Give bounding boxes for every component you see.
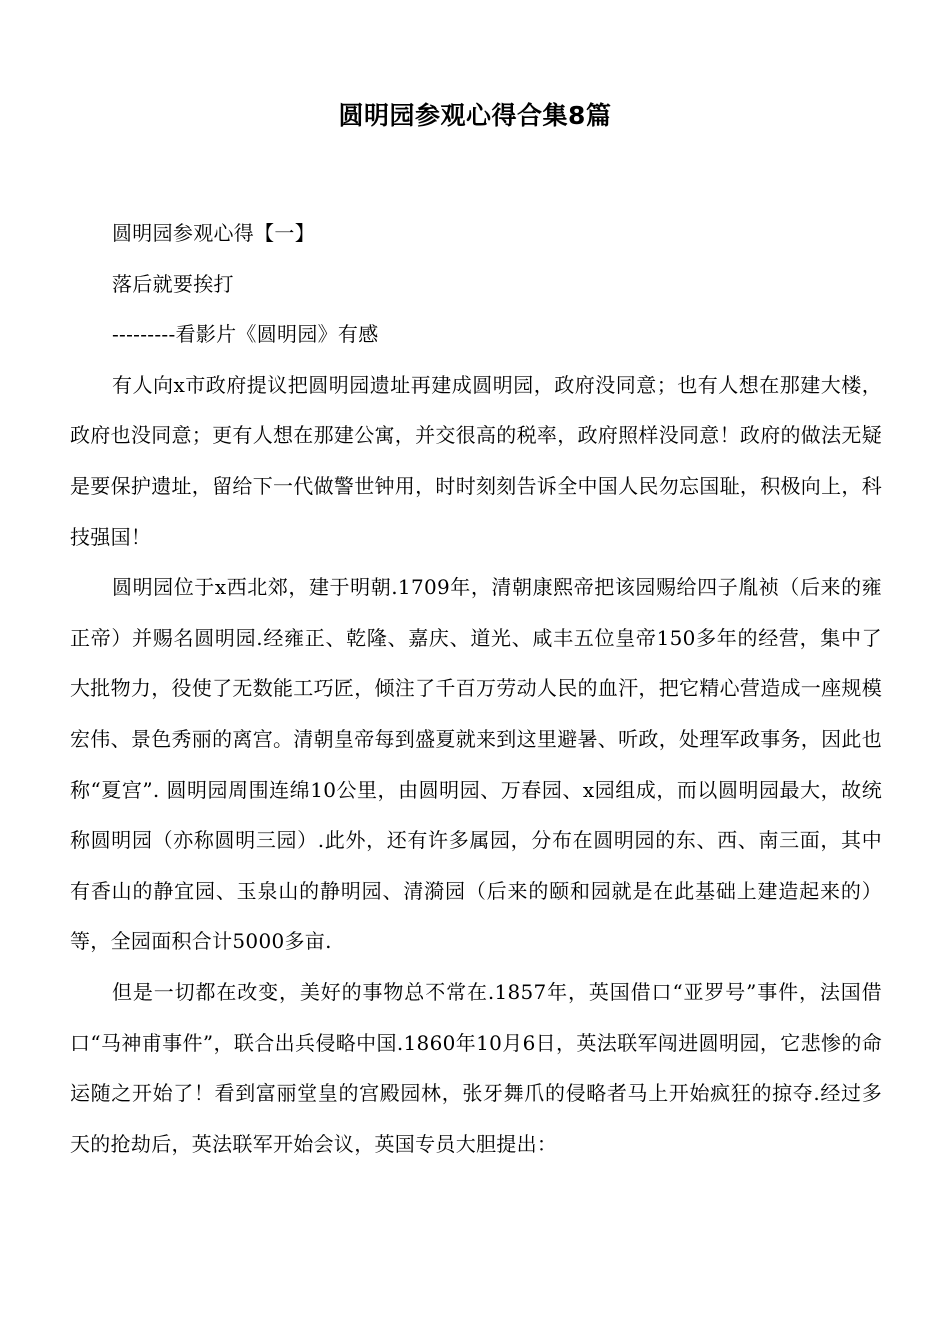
essay-title: 落后就要挨打 — [112, 271, 234, 296]
section-heading: 圆明园参观心得【一】 — [112, 221, 315, 245]
paragraph: 圆明园位于x西北郊，建于明朝.1709年，清朝康熙帝把该园赐给四子胤祯（后来的雍正帝）并赐名圆明园.经雍正、乾隆、嘉庆、道光、咸丰五位皇帝150多年的经营，集中了大批物力，役使了无数能工巧匠，倾注了千百万劳动人民的血汗，把它精心营造成一座规模宏伟、景色秀丽的离宫。清朝皇帝每到盛夏就来到这里避暑、听政，处理军政事务，因此也称“夏宫”. 圆明园周围连绵10公里，由圆明园、万春园、x园组成，而以圆明园最大，故统称圆明园（亦称圆明三园）.此外，还有许多属园，分布在圆明园的东、西、南三面，其中有香山的静宜园、玉泉山的静明园、清漪园（后来的颐和园就是在此基础上建造起来的）等，全园面积合计5000多亩. — [70, 575, 882, 954]
document-title: 圆明园参观心得合集8篇 — [338, 101, 612, 130]
paragraph: 有人向x市政府提议把圆明园遗址再建成圆明园，政府没同意；也有人想在那建大楼，政府也没同意；更有人想在那建公寓，并交很高的税率，政府照样没同意！政府的做法无疑是要保护遗址，留给下一代做警世钟用，时时刻刻告诉全中国人民勿忘国耻，积极向上，科技强国！ — [70, 372, 882, 549]
essay-subtitle: ---------看影片《圆明园》有感 — [112, 322, 379, 347]
document-body — [70, 208, 882, 1169]
paragraph: 但是一切都在改变，美好的事物总不常在.1857年，英国借口“亚罗号”事件，法国借口“马神甫事件”，联合出兵侵略中国.1860年10月6日，英法联军闯进圆明园，它悲惨的命运随之开始了！看到富丽堂皇的宫殿园林，张牙舞爪的侵略者马上开始疯狂的掠夺.经过多天的抢劫后，英法联军开始会议，英国专员大胆提出： — [70, 979, 882, 1156]
